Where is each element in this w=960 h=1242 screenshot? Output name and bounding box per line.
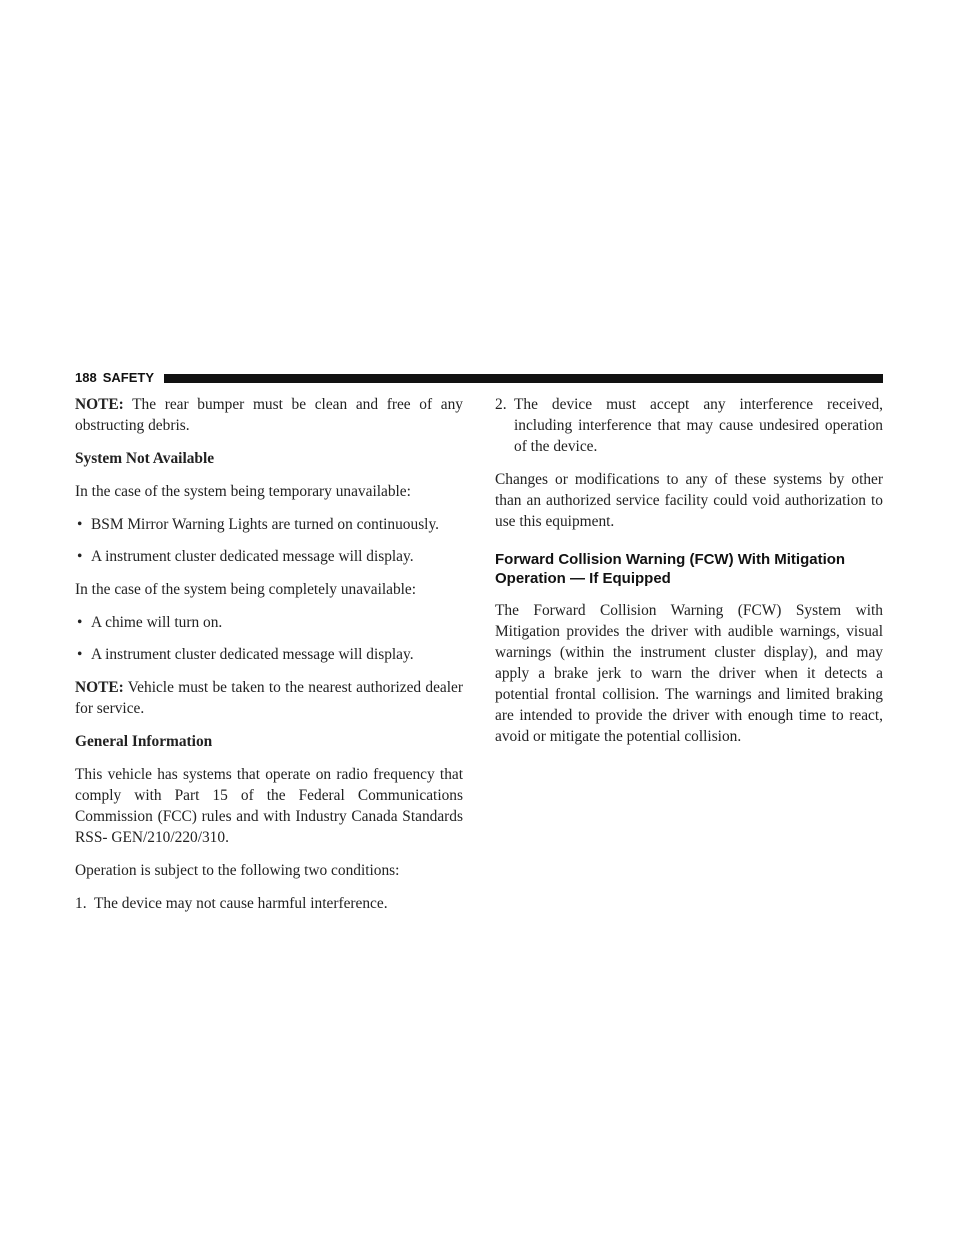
left-column (75, 394, 463, 926)
list-item: • A chime will turn on. (77, 614, 223, 631)
right-column (495, 394, 883, 759)
heading-fcw: Forward Collision Warning (FCW) With Mitigation Operation — If Equipped (495, 551, 846, 587)
note-text: Vehicle must be taken to the nearest authorized dealer for service. (75, 679, 463, 717)
page-header (75, 371, 883, 385)
list-item: • A instrument cluster dedicated message will display. (77, 548, 414, 565)
temporary-unavailable-list (75, 514, 463, 567)
page-number: 188 (75, 370, 97, 385)
complete-unavailable-list (75, 612, 463, 665)
fcw-paragraph: The Forward Collision Warning (FCW) System with Mitigation provides the driver with audible warnings, visual warnings (within the instrument cluster display), and may apply a brake jerk to warn the driver when it detects a potential frontal collision. The warnings and limited braking are intended to provide the driver with enough time to react, avoid or mitigate the potential collision. (495, 602, 883, 745)
subheading-system-not-available: System Not Available (75, 450, 215, 467)
condition-1: 1. The device may not cause harmful interference. (75, 895, 388, 912)
condition-number: 2. (495, 396, 507, 413)
header-rule (164, 374, 883, 383)
note-dealer-service (75, 677, 463, 719)
complete-unavailable-intro: In the case of the system being completely unavailable: (75, 581, 417, 598)
list-item: • A instrument cluster dedicated message will display. (77, 646, 414, 663)
bullet-icon: • (77, 614, 83, 631)
note-text: The rear bumper must be clean and free of any obstructing debris. (75, 396, 463, 434)
changes-paragraph: Changes or modifications to any of these systems by other than an authorized service facility could void authorization to use this equipment. (495, 471, 883, 530)
list-item: • BSM Mirror Warning Lights are turned on continuously. (77, 516, 440, 533)
subheading-general-information: General Information (75, 733, 213, 750)
condition-2: 2. The device must accept any interference received, including interference that may cause undesired operation of the device. (495, 396, 883, 455)
note-label: NOTE: (75, 396, 124, 413)
general-information-paragraph: This vehicle has systems that operate on radio frequency that comply with Part 15 of the Federal Communications Commission (FCC) rules and with Industry Canada Standards RSS- GEN/210/220/310. (75, 766, 463, 846)
bullet-icon: • (77, 548, 83, 565)
bullet-icon: • (77, 516, 83, 533)
bullet-icon: • (77, 646, 83, 663)
temporary-unavailable-intro: In the case of the system being temporary unavailable: (75, 483, 411, 500)
conditions-intro: Operation is subject to the following two conditions: (75, 862, 400, 879)
condition-number: 1. (75, 895, 87, 912)
note-label: NOTE: (75, 679, 124, 696)
note-rear-bumper (75, 394, 463, 436)
section-title: SAFETY (102, 370, 154, 385)
